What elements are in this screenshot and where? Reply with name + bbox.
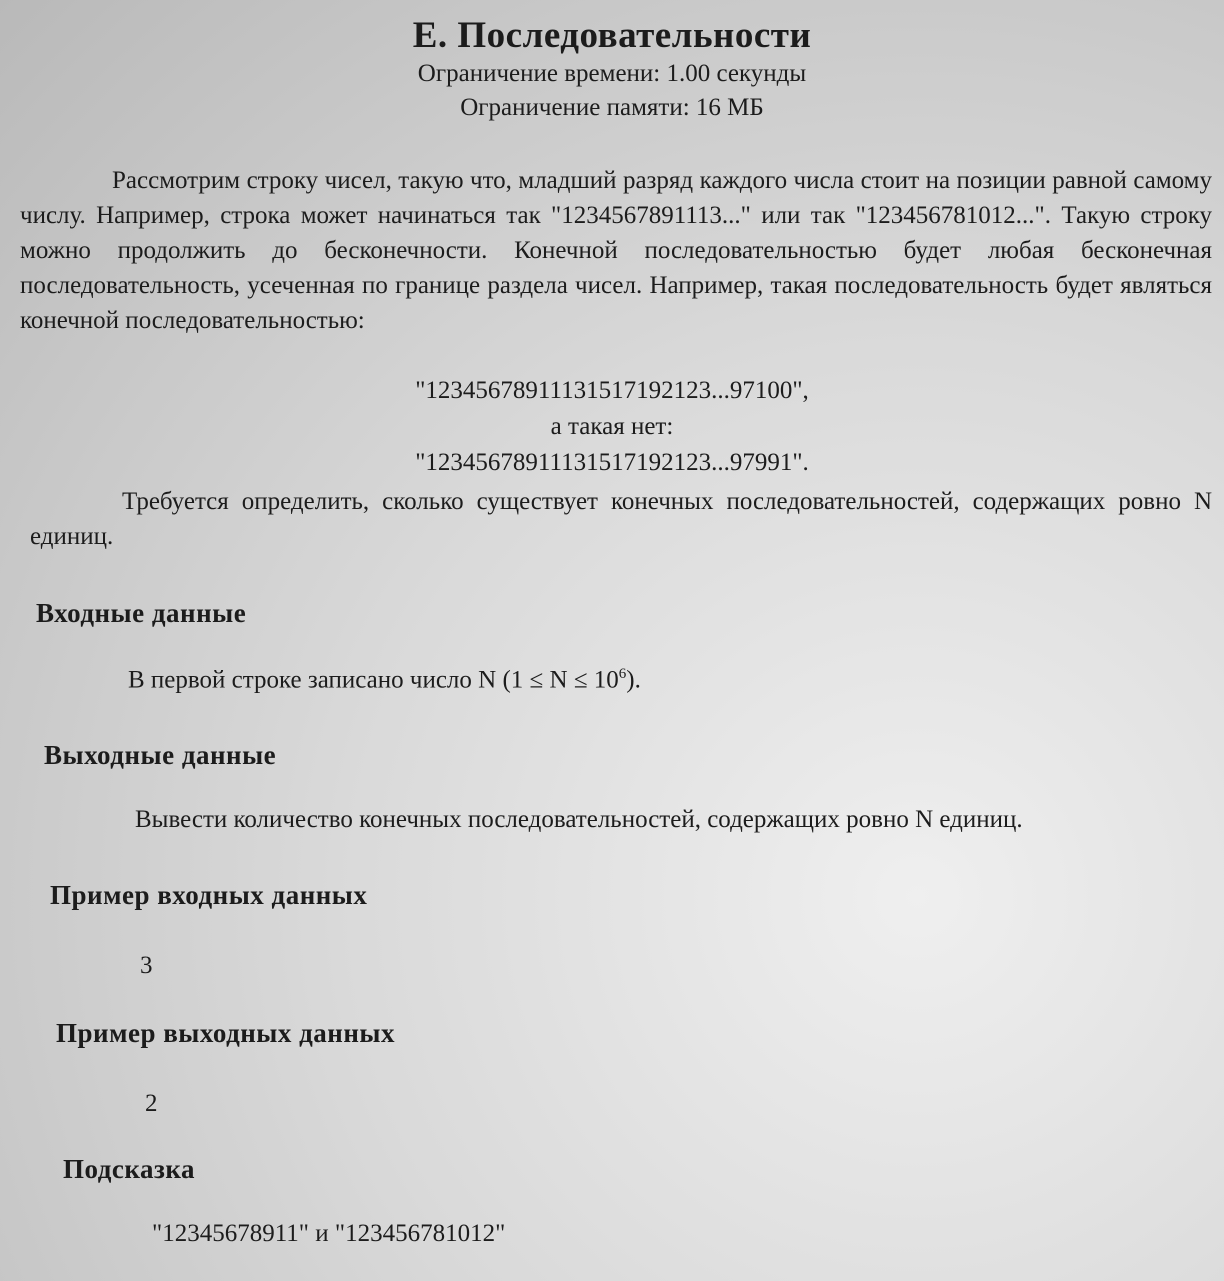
sample-output-heading: Пример выходных данных — [56, 1018, 395, 1048]
connector-text: а такая нет: — [550, 413, 674, 440]
input-heading: Входные данные — [36, 598, 247, 628]
sample-input-heading: Пример входных данных — [50, 880, 368, 910]
input-exponent: 6 — [618, 666, 627, 682]
input-text-after: ). — [626, 666, 641, 694]
output-heading: Выходные данные — [44, 740, 277, 770]
problem-title: Е. Последовательности — [412, 15, 812, 56]
input-text-before: В первой строке записано число N (1 ≤ N ≤ 10 — [128, 666, 619, 694]
memory-limit: Ограничение памяти: 16 МБ — [460, 94, 764, 121]
input-description — [128, 666, 641, 694]
time-limit: Ограничение времени: 1.00 секунды — [417, 60, 807, 87]
statement-paragraph-1: Рассмотрим строку чисел, такую что, младший разряд каждого числа стоит на позиции равной самому числу. Например, строка может начинаться так "1234567891113..." или так "123456781012...". Такую строку можно продолжить до бесконечности. Конечной последовательностью будет любая бесконечная последовательность, усеченная по границе раздела чисел. Например, такая последовательность будет являться конечной последовательностью: — [20, 167, 1212, 334]
output-description: Вывести количество конечных последовательностей, содержащих ровно N единиц. — [135, 806, 1023, 833]
statement-paragraph-2: Требуется определить, сколько существует конечных последовательностей, содержащих ровно N единиц. — [30, 488, 1212, 550]
example-finite-sequence: "12345678911131517192123...97100", — [415, 377, 809, 404]
hint-text: "12345678911" и "123456781012" — [152, 1220, 506, 1247]
hint-heading: Подсказка — [63, 1154, 196, 1184]
sample-output-value: 2 — [145, 1090, 158, 1117]
sample-input-value: 3 — [140, 952, 153, 979]
example-not-finite-sequence: "12345678911131517192123...97991". — [415, 449, 809, 476]
